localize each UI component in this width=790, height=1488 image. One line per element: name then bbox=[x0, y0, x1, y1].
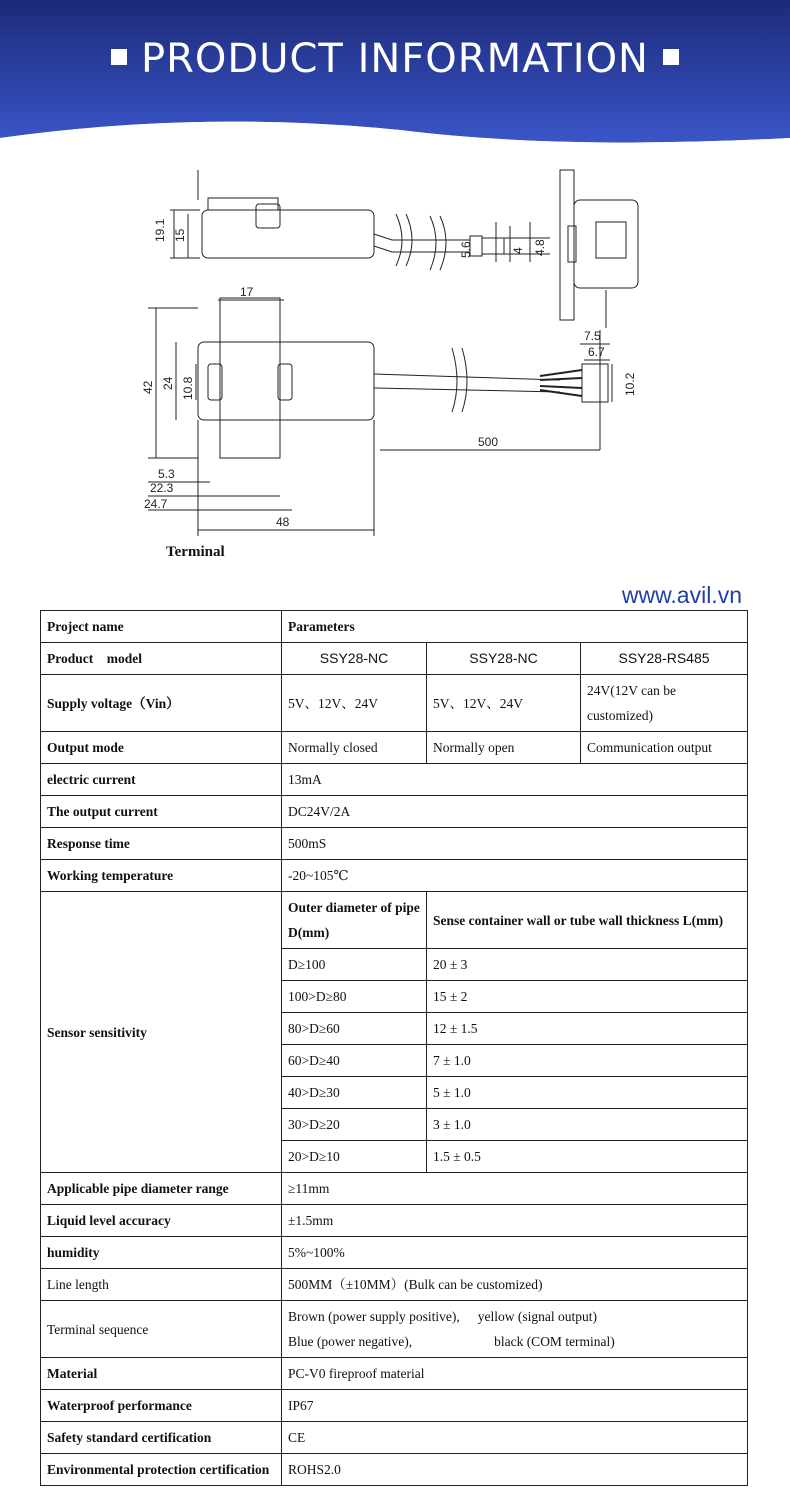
table-row bbox=[41, 1390, 748, 1422]
dim-label: 7.5 bbox=[584, 329, 601, 343]
table-row bbox=[41, 828, 748, 860]
table-cell: Line length bbox=[41, 1269, 282, 1301]
dim-label: 5.3 bbox=[158, 467, 175, 481]
table-cell: humidity bbox=[41, 1237, 282, 1269]
table-cell: The output current bbox=[41, 796, 282, 828]
table-cell: Waterproof performance bbox=[41, 1390, 282, 1422]
dim-label: 19.1 bbox=[153, 218, 167, 242]
table-row bbox=[41, 1454, 748, 1486]
table-cell: SSY28-NC bbox=[427, 643, 581, 675]
table-cell: ±1.5mm bbox=[282, 1205, 748, 1237]
table-cell: 5V、12V、24V bbox=[282, 675, 427, 732]
table-row bbox=[41, 732, 748, 764]
table-cell: 30>D≥20 bbox=[282, 1109, 427, 1141]
table-cell: Project name bbox=[41, 611, 282, 643]
table-cell: 500mS bbox=[282, 828, 748, 860]
table-cell: Sensor sensitivity bbox=[41, 892, 282, 1173]
spec-table bbox=[40, 610, 748, 1486]
table-row bbox=[41, 1301, 748, 1358]
terminal-wire-yellow: yellow (signal output) bbox=[477, 1309, 597, 1324]
table-row bbox=[41, 764, 748, 796]
table-cell: 60>D≥40 bbox=[282, 1045, 427, 1077]
square-bullet-icon bbox=[111, 49, 127, 65]
table-cell: PC-V0 fireproof material bbox=[282, 1358, 748, 1390]
dim-label: 6.7 bbox=[588, 345, 605, 359]
table-cell: Outer diameter of pipe D(mm) bbox=[282, 892, 427, 949]
dim-label: 500 bbox=[478, 435, 499, 449]
table-row bbox=[41, 796, 748, 828]
table-cell: SSY28-NC bbox=[282, 643, 427, 675]
table-cell: Normally open bbox=[427, 732, 581, 764]
table-cell: 12 ± 1.5 bbox=[427, 1013, 748, 1045]
table-row bbox=[41, 1237, 748, 1269]
table-cell: Sense container wall or tube wall thickness L(mm) bbox=[427, 892, 748, 949]
table-cell: DC24V/2A bbox=[282, 796, 748, 828]
table-cell: Product model bbox=[41, 643, 282, 675]
terminal-wire-brown: Brown (power supply positive), bbox=[288, 1309, 460, 1324]
table-cell: 5 ± 1.0 bbox=[427, 1077, 748, 1109]
dim-label: 10.2 bbox=[623, 372, 637, 396]
table-cell: ≥11mm bbox=[282, 1173, 748, 1205]
dim-label: 42 bbox=[141, 380, 155, 394]
table-cell: Response time bbox=[41, 828, 282, 860]
side-view bbox=[170, 170, 638, 328]
table-row bbox=[41, 1358, 748, 1390]
table-cell: 80>D≥60 bbox=[282, 1013, 427, 1045]
table-row bbox=[41, 892, 748, 949]
website-link[interactable]: www.avil.vn bbox=[621, 582, 742, 608]
table-cell: Normally closed bbox=[282, 732, 427, 764]
table-cell: 3 ± 1.0 bbox=[427, 1109, 748, 1141]
dim-label: 24 bbox=[161, 376, 175, 390]
table-row bbox=[41, 611, 748, 643]
table-row bbox=[41, 1205, 748, 1237]
table-cell: Terminal sequence bbox=[41, 1301, 282, 1358]
table-cell: Safety standard certification bbox=[41, 1422, 282, 1454]
table-cell: Supply voltage（Vin） bbox=[41, 675, 282, 732]
table-cell: 1.5 ± 0.5 bbox=[427, 1141, 748, 1173]
table-cell: 15 ± 2 bbox=[427, 981, 748, 1013]
table-cell: 100>D≥80 bbox=[282, 981, 427, 1013]
table-cell: ROHS2.0 bbox=[282, 1454, 748, 1486]
terminal-sequence-cell bbox=[282, 1301, 748, 1358]
table-cell: Parameters bbox=[282, 611, 748, 643]
dim-label: 24.7 bbox=[144, 497, 168, 511]
table-cell: Communication output bbox=[581, 732, 748, 764]
table-cell: 7 ± 1.0 bbox=[427, 1045, 748, 1077]
table-row bbox=[41, 675, 748, 732]
table-cell: Material bbox=[41, 1358, 282, 1390]
table-row bbox=[41, 1269, 748, 1301]
drawing-caption: Terminal bbox=[166, 544, 225, 560]
header-banner bbox=[0, 0, 790, 160]
table-cell: 13mA bbox=[282, 764, 748, 796]
page-title: PRODUCT INFORMATION bbox=[0, 36, 790, 82]
table-row bbox=[41, 1173, 748, 1205]
table-cell: Applicable pipe diameter range bbox=[41, 1173, 282, 1205]
dim-label: 5.6 bbox=[459, 241, 473, 258]
table-cell: 5%~100% bbox=[282, 1237, 748, 1269]
table-cell: 5V、12V、24V bbox=[427, 675, 581, 732]
dim-label: 48 bbox=[276, 515, 290, 529]
table-cell: Environmental protection certification bbox=[41, 1454, 282, 1486]
table-cell: CE bbox=[282, 1422, 748, 1454]
table-cell: D≥100 bbox=[282, 949, 427, 981]
table-cell: -20~105℃ bbox=[282, 860, 748, 892]
technical-drawing bbox=[0, 160, 790, 580]
square-bullet-icon bbox=[663, 49, 679, 65]
dim-label: 10.8 bbox=[181, 376, 195, 400]
dim-label: 17 bbox=[240, 285, 254, 299]
dim-label: 22.3 bbox=[150, 481, 174, 495]
terminal-wire-blue: Blue (power negative), bbox=[288, 1334, 413, 1349]
table-cell: 20 ± 3 bbox=[427, 949, 748, 981]
front-view bbox=[148, 298, 612, 536]
table-cell: 20>D≥10 bbox=[282, 1141, 427, 1173]
table-cell: 24V(12V can be customized) bbox=[581, 675, 748, 732]
table-cell: Working temperature bbox=[41, 860, 282, 892]
dim-label: 15 bbox=[173, 228, 187, 242]
table-cell: electric current bbox=[41, 764, 282, 796]
table-cell: IP67 bbox=[282, 1390, 748, 1422]
table-cell: 500MM（±10MM）(Bulk can be customized) bbox=[282, 1269, 748, 1301]
table-row bbox=[41, 1422, 748, 1454]
dim-label: 4 bbox=[511, 247, 525, 254]
table-cell: Output mode bbox=[41, 732, 282, 764]
table-row bbox=[41, 860, 748, 892]
table-row bbox=[41, 643, 748, 675]
table-cell: 40>D≥30 bbox=[282, 1077, 427, 1109]
terminal-wire-black: black (COM terminal) bbox=[494, 1334, 615, 1349]
dim-label: 4.8 bbox=[533, 239, 547, 256]
table-cell: SSY28-RS485 bbox=[581, 643, 748, 675]
table-cell: Liquid level accuracy bbox=[41, 1205, 282, 1237]
